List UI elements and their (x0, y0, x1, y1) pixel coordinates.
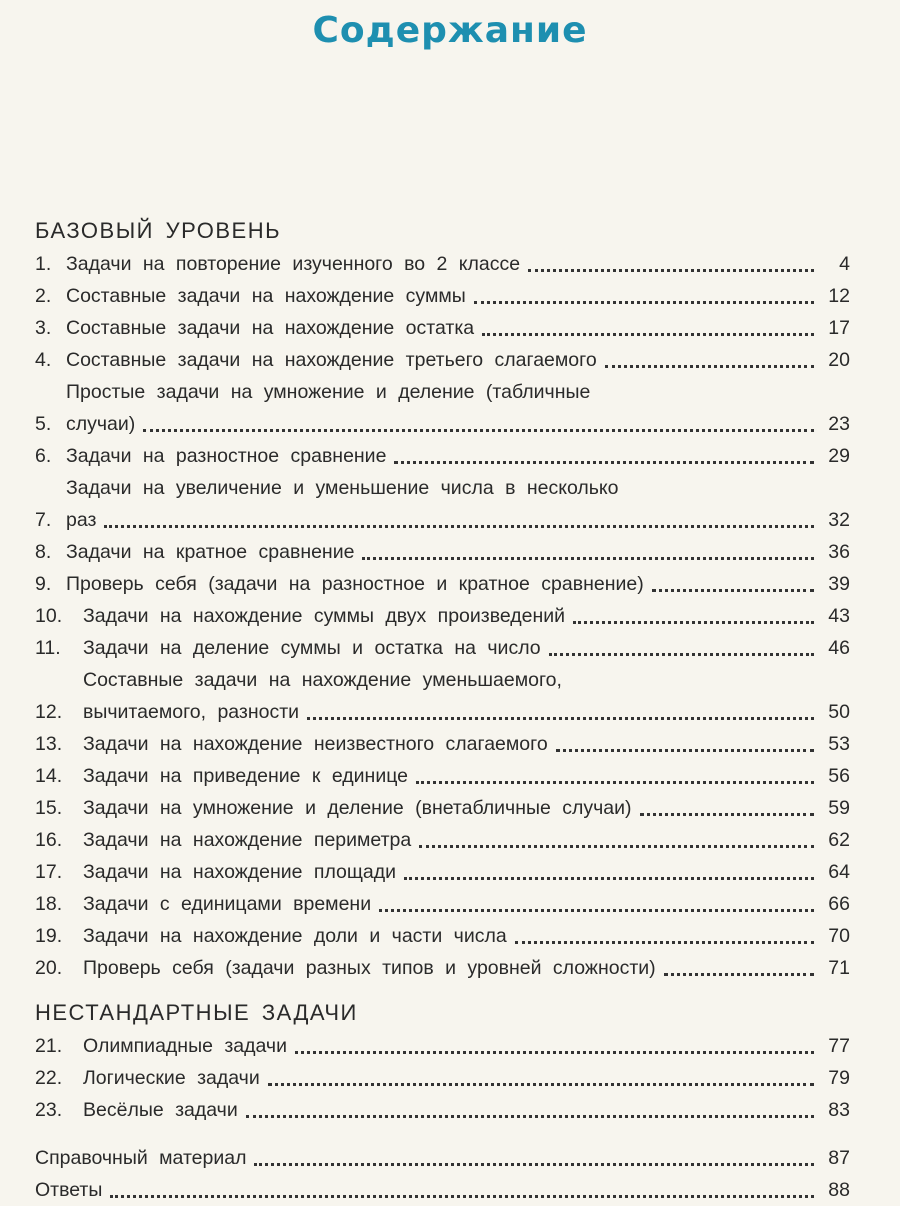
item-page: 77 (828, 1035, 850, 1057)
item-number: 3. (35, 317, 52, 339)
item-page: 70 (828, 925, 850, 947)
item-page: 23 (828, 413, 850, 435)
item-title: Составные задачи на нахождение третьего слагаемого (66, 349, 597, 371)
dot-leader (652, 589, 814, 592)
dot-leader (268, 1083, 814, 1086)
item-title: Составные задачи на нахождение уменьшаемого, (83, 669, 562, 691)
dot-leader (404, 877, 814, 880)
item-page: 12 (828, 285, 850, 307)
item-title: Проверь себя (задачи разных типов и уровней сложности) (83, 957, 656, 979)
item-title: Простые задачи на умножение и деление (табличные (66, 381, 591, 403)
dot-leader (379, 909, 814, 912)
item-number: 13. (35, 733, 63, 755)
item-number: 2. (35, 285, 52, 307)
toc-item-answers[interactable] (35, 1174, 850, 1206)
toc-item-reference[interactable] (35, 1142, 850, 1174)
item-page: 62 (828, 829, 850, 851)
item-page: 87 (828, 1147, 850, 1169)
item-title: Справочный материал (35, 1147, 247, 1169)
toc-item[interactable] (35, 344, 850, 376)
item-number: 14. (35, 765, 63, 787)
dot-leader (474, 301, 814, 304)
toc-item[interactable] (35, 440, 850, 472)
dot-leader (664, 973, 814, 976)
item-page: 79 (828, 1067, 850, 1089)
item-title: Задачи на приведение к единице (83, 765, 409, 787)
toc-item[interactable] (35, 472, 850, 536)
item-title-continued: случаи) (66, 413, 136, 435)
dot-leader (362, 557, 814, 560)
dot-leader (295, 1051, 814, 1054)
item-title: Задачи на нахождение суммы двух произведений (83, 605, 566, 627)
dot-leader (640, 813, 814, 816)
toc-item[interactable] (35, 280, 850, 312)
item-title: Задачи на деление суммы и остатка на число (83, 637, 541, 659)
toc-item[interactable] (35, 856, 850, 888)
item-page: 88 (828, 1179, 850, 1201)
item-page: 29 (828, 445, 850, 467)
dot-leader (307, 717, 814, 720)
item-title: Задачи на умножение и деление (внетабличные случаи) (83, 797, 632, 819)
dot-leader (143, 429, 814, 432)
item-title: Задачи на нахождение периметра (83, 829, 412, 851)
item-page: 71 (828, 957, 850, 979)
toc-item[interactable] (35, 1094, 850, 1126)
item-page: 43 (828, 605, 850, 627)
item-number: 17. (35, 861, 63, 883)
dot-leader (573, 621, 814, 624)
item-title: Задачи на нахождение доли и части числа (83, 925, 507, 947)
dot-leader (605, 365, 814, 368)
dot-leader (416, 781, 814, 784)
toc-item[interactable] (35, 888, 850, 920)
table-of-contents (35, 214, 850, 1206)
item-number: 22. (35, 1067, 63, 1089)
item-title: Составные задачи на нахождение остатка (66, 317, 475, 339)
toc-item[interactable] (35, 632, 850, 664)
item-number: 6. (35, 445, 52, 467)
item-number: 1. (35, 253, 52, 275)
toc-item[interactable] (35, 376, 850, 440)
item-title-continued: раз (66, 509, 97, 531)
item-number: 23. (35, 1099, 63, 1121)
item-number: 21. (35, 1035, 63, 1057)
item-page: 53 (828, 733, 850, 755)
item-page: 20 (828, 349, 850, 371)
item-number: 18. (35, 893, 63, 915)
item-number: 15. (35, 797, 63, 819)
item-title: Задачи на увеличение и уменьшение числа в несколько (66, 477, 619, 499)
item-number: 7. (35, 509, 52, 531)
section-heading-nonstandard: НЕСТАНДАРТНЫЕ ЗАДАЧИ (35, 1000, 358, 1025)
item-page: 32 (828, 509, 850, 531)
item-page: 66 (828, 893, 850, 915)
page-title: Содержание (312, 10, 588, 51)
item-number: 4. (35, 349, 52, 371)
dot-leader (254, 1163, 814, 1166)
item-page: 17 (828, 317, 850, 339)
item-page: 36 (828, 541, 850, 563)
item-page: 64 (828, 861, 850, 883)
item-number: 19. (35, 925, 63, 947)
toc-item[interactable] (35, 952, 850, 984)
item-number: 11. (35, 637, 61, 659)
item-title: Ответы (35, 1179, 103, 1201)
dot-leader (515, 941, 814, 944)
item-page: 4 (839, 253, 850, 275)
item-title: Проверь себя (задачи на разностное и кратное сравнение) (66, 573, 644, 595)
toc-item[interactable] (35, 664, 850, 728)
dot-leader (419, 845, 814, 848)
dot-leader (549, 653, 814, 656)
item-page: 56 (828, 765, 850, 787)
item-title: Весёлые задачи (83, 1099, 238, 1121)
toc-item[interactable] (35, 1030, 850, 1062)
item-title: Задачи на нахождение площади (83, 861, 397, 883)
item-title: Составные задачи на нахождение суммы (66, 285, 466, 307)
toc-item[interactable] (35, 760, 850, 792)
item-title-continued: вычитаемого, разности (83, 701, 300, 723)
item-number: 9. (35, 573, 52, 595)
dot-leader (246, 1115, 814, 1118)
section-heading-basic: БАЗОВЫЙ УРОВЕНЬ (35, 218, 282, 243)
item-number: 10. (35, 605, 63, 627)
item-title: Задачи на нахождение неизвестного слагаемого (83, 733, 548, 755)
toc-item[interactable] (35, 536, 850, 568)
dot-leader (556, 749, 814, 752)
dot-leader (110, 1195, 814, 1198)
toc-item[interactable] (35, 824, 850, 856)
item-number: 16. (35, 829, 63, 851)
dot-leader (394, 461, 814, 464)
toc-item[interactable] (35, 1062, 850, 1094)
toc-item[interactable] (35, 568, 850, 600)
item-page: 83 (828, 1099, 850, 1121)
item-page: 50 (828, 701, 850, 723)
toc-item[interactable] (35, 312, 850, 344)
item-number: 5. (35, 413, 52, 435)
item-page: 39 (828, 573, 850, 595)
item-title: Задачи на повторение изученного во 2 классе (66, 253, 521, 275)
item-number: 12. (35, 701, 63, 723)
dot-leader (104, 525, 814, 528)
item-title: Задачи на разностное сравнение (66, 445, 387, 467)
item-title: Задачи на кратное сравнение (66, 541, 355, 563)
item-page: 46 (828, 637, 850, 659)
toc-item[interactable] (35, 792, 850, 824)
toc-item[interactable] (35, 600, 850, 632)
item-page: 59 (828, 797, 850, 819)
toc-item[interactable] (35, 248, 850, 280)
item-title: Олимпиадные задачи (83, 1035, 287, 1057)
dot-leader (482, 333, 814, 336)
item-number: 20. (35, 957, 63, 979)
dot-leader (528, 269, 814, 272)
item-number: 8. (35, 541, 52, 563)
item-title: Задачи с единицами времени (83, 893, 372, 915)
toc-item[interactable] (35, 920, 850, 952)
toc-item[interactable] (35, 728, 850, 760)
item-title: Логические задачи (83, 1067, 260, 1089)
